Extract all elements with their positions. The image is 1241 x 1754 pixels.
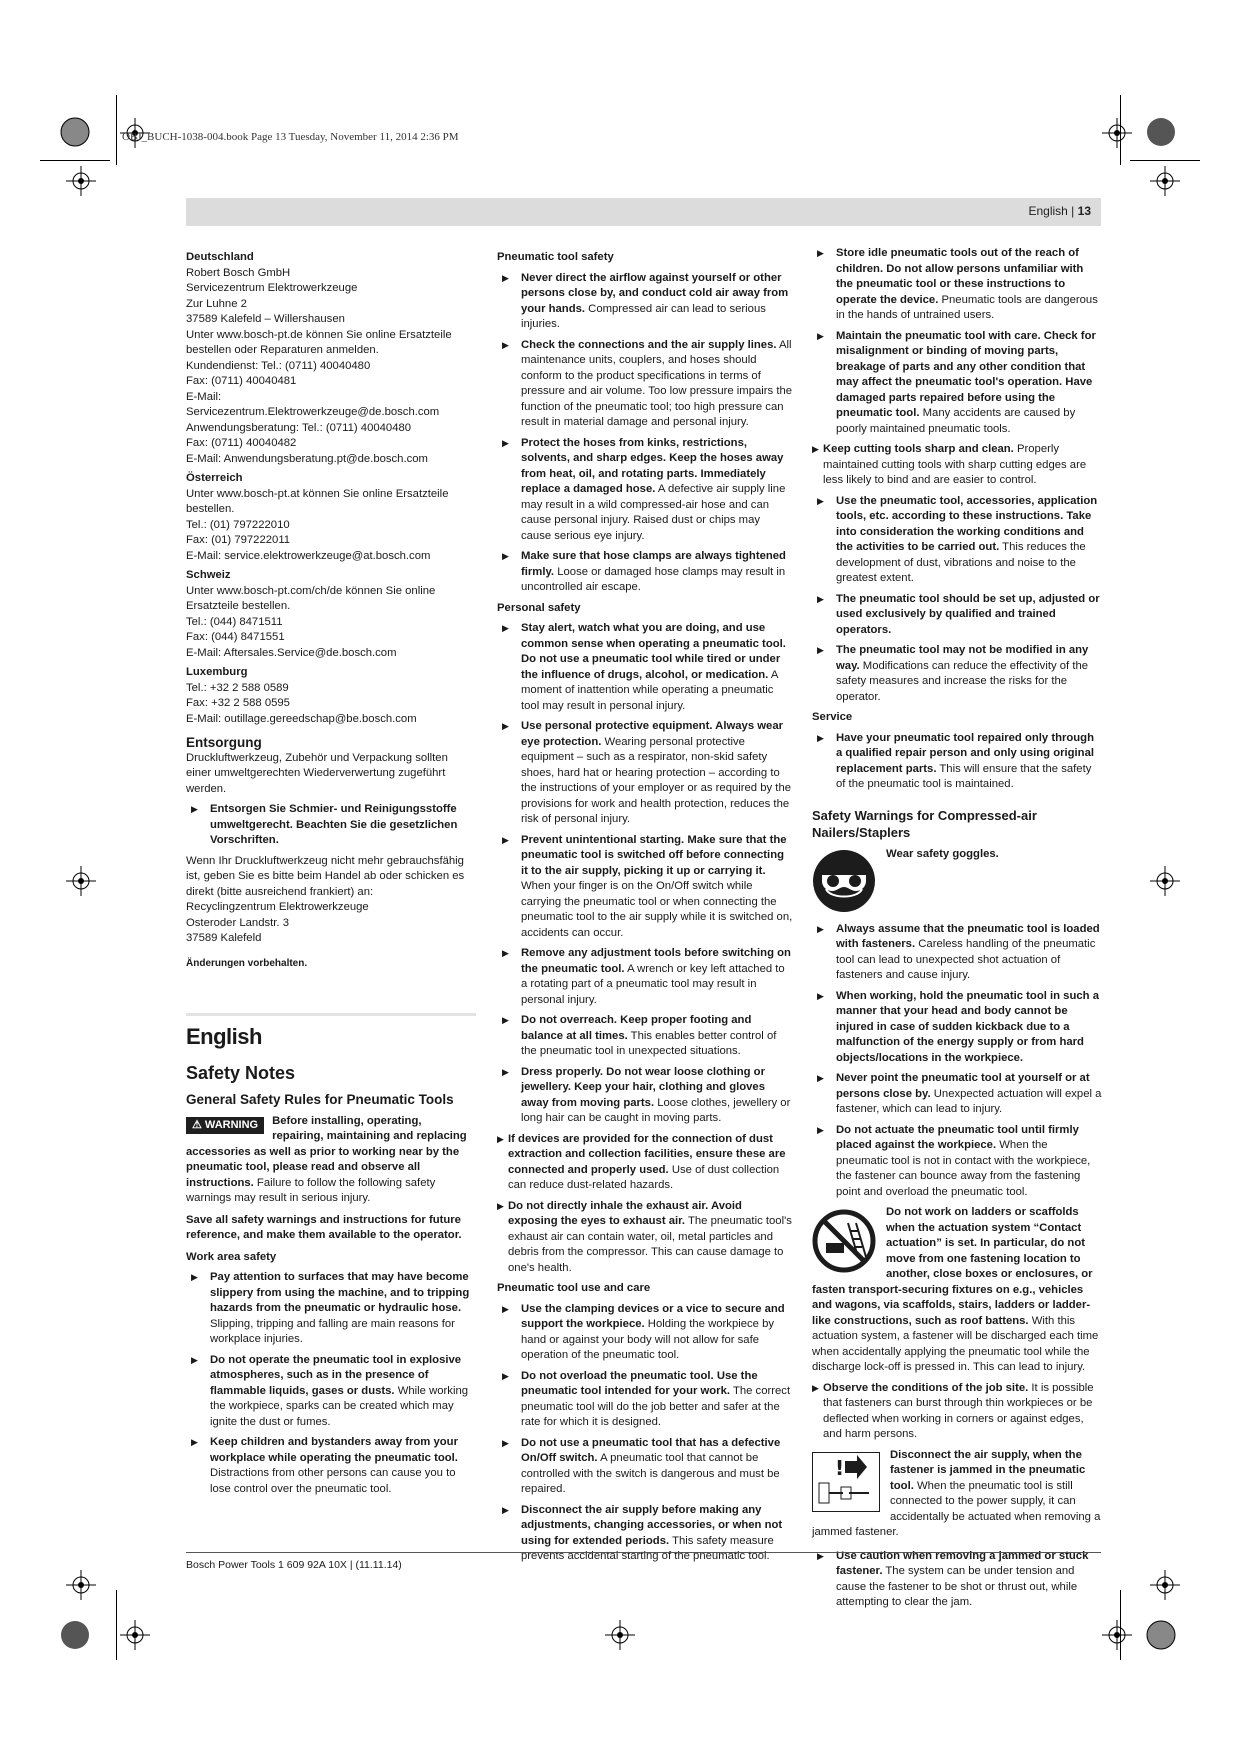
arrow-bullet-icon: ▶ xyxy=(502,1303,509,1314)
crop-line xyxy=(116,95,117,165)
file-meta-line: OBJ_BUCH-1038-004.book Page 13 Tuesday, November 11, 2014 2:36 PM xyxy=(122,131,459,143)
arrow-bullet-icon: ▶ xyxy=(191,1354,198,1365)
page-number: 13 xyxy=(1077,204,1091,218)
warning-badge: ⚠ WARNING xyxy=(186,1117,264,1135)
bullet-item: ▶ The pneumatic tool should be set up, adjusted or used exclusively by qualified and trained operators. xyxy=(817,592,1100,636)
arrow-bullet-icon: ▶ xyxy=(817,923,824,934)
arrow-bullet-icon: ▶ xyxy=(812,1382,819,1393)
bullet-item: ▶ Keep cutting tools sharp and clean. Properly maintained cutting tools with sharp cutting edges are less likely to bind and are easier to control. xyxy=(812,443,1087,486)
arrow-bullet-icon: ▶ xyxy=(502,1370,509,1381)
crosshair-mark-bottom-center xyxy=(605,1620,635,1655)
column-2 xyxy=(497,246,793,1570)
bullet-item: ▶ Do not directly inhale the exhaust air. Avoid exposing the eyes to exhaust air. The pneumatic tool's exhaust air can contain water, oil, metal particles and debris from the compressor. This can cause damage to one's health. xyxy=(497,1199,792,1274)
bullet-item: ▶ Never point the pneumatic tool at yourself or at persons close by. Unexpected actuation will expel a fastener, which can lead to injury. xyxy=(817,1072,1102,1115)
contact-block: Robert Bosch GmbH Servicezentrum Elektrowerkzeuge Zur Luhne 2 37589 Kalefeld – Willershausen Unter www.bosch-pt.de können Sie online Ersatzteile bestellen oder Reparaturen anmelden. Kundendienst: Tel.: (0711) 40040480 Fax: (0711) 40040481 E-Mail: Servicezentrum.Elektrowerkzeuge@de.bosch.com Anwendungsberatung: Tel.: (0711) 40040480 Fax: (0711) 40040482 E-Mail: Anwendungsberatung.pt@de.bosch.com xyxy=(186,266,452,465)
svg-text:!: ! xyxy=(835,1455,845,1480)
arrow-bullet-icon: ▶ xyxy=(502,1066,509,1077)
section-heading: Pneumatic tool safety xyxy=(497,251,614,263)
bullet-item: ▶ Use the pneumatic tool, accessories, application tools, etc. according to these instructions. Take into consideration the working conditions and the activities to be carried out. This reduces the development of dust, vibrations and noise to the greatest extent. xyxy=(817,494,1098,584)
section-heading: Entsorgung xyxy=(186,735,262,750)
crosshair-mark-right-lower xyxy=(1150,1570,1180,1605)
bullet-item: ▶ Entsorgen Sie Schmier- und Reinigungsstoffe umweltgerecht. Beachten Sie die gesetzlichen Vorschriften. xyxy=(191,803,458,846)
arrow-bullet-icon: ▶ xyxy=(502,551,509,561)
arrow-bullet-icon: ▶ xyxy=(817,990,824,1001)
bullet-item: ▶ Have your pneumatic tool repaired only through a qualified repair person and only using original replacement parts. This will ensure that the safety of the pneumatic tool is maintained. xyxy=(817,731,1094,790)
arrow-bullet-icon: ▶ xyxy=(497,1133,504,1144)
arrow-bullet-icon: ▶ xyxy=(817,593,824,604)
crop-line xyxy=(1120,1590,1121,1660)
warning-paragraph: ⚠ WARNING Before installing, operating, repairing, maintaining and replacing accessories as well as prior to working near by the pneumatic tool, please read and observe all instructions. Failure to follow the following safety warnings may result in serious injury. xyxy=(186,1114,467,1204)
arrow-bullet-icon: ▶ xyxy=(497,1200,504,1211)
arrow-bullet-icon: ▶ xyxy=(502,623,509,633)
registration-mark-bottom-right xyxy=(1146,1620,1176,1655)
language-title: English xyxy=(186,1024,262,1049)
arrow-bullet-icon: ▶ xyxy=(502,948,509,958)
bullet-item: ▶ Do not actuate the pneumatic tool until firmly placed against the workpiece. When the pneumatic tool is not in contact with the workpiece, the fastener can bounce away from the fastening point and overload the pneumatic tool. xyxy=(817,1123,1091,1198)
section-heading: Luxemburg xyxy=(186,666,248,678)
crosshair-mark-left-middle xyxy=(66,866,96,901)
bullet-item: ▶ Do not overload the pneumatic tool. Use the pneumatic tool intended for your work. The correct pneumatic tool will do the job better and safer at the rate for which it is designed. xyxy=(502,1369,791,1428)
arrow-bullet-icon: ▶ xyxy=(502,1437,509,1448)
disconnect-warning: ! Disconnect the air supply, when the fastener is jammed in the pneumatic tool. When the pneumatic tool is still connected to the power supply, it can accidentally be actuated when removing a jammed fastener. xyxy=(812,1448,1101,1538)
arrow-bullet-icon: ▶ xyxy=(817,1550,824,1561)
bullet-item: ▶ When working, hold the pneumatic tool in such a manner that your head and body cannot be injured in case of sudden kickback due to a malfunction of the energy supply or from hard objects/locations in the workpiece. xyxy=(817,989,1099,1064)
bullet-item: ▶ Check the connections and the air supply lines. All maintenance units, couplers, and hoses should conform to the product specifications in terms of pressure and air volume. Too low pressure impairs the function of the pneumatic tool; too high pressure can result in material damage and personal injury. xyxy=(502,338,793,428)
bullet-item: ▶ Use personal protective equipment. Always wear eye protection. Wearing personal protective equipment – such as a respirator, non-skid safety shoes, hard hat or hearing protection – according to the instructions of your employer or as required by the provisions for work and health protection, reduces the risk of personal injury. xyxy=(502,720,792,825)
arrow-bullet-icon: ▶ xyxy=(502,339,509,350)
bullet-item: ▶ Dress properly. Do not wear loose clothing or jewellery. Keep your hair, clothing and gloves away from moving parts. Loose clothes, jewellery or long hair can be caught in moving parts. xyxy=(502,1065,791,1124)
bullet-item: ▶ Prevent unintentional starting. Make sure that the pneumatic tool is switched off before connecting it to the air supply, picking it up or carrying it. When your finger is on the On/Off switch while carrying the pneumatic tool or when connecting the pneumatic tool to the air supply while it is switched on, accidents can occur. xyxy=(502,833,793,939)
crosshair-mark-bottom-right xyxy=(1102,1620,1132,1655)
crosshair-mark-right-upper xyxy=(1150,166,1180,201)
crop-line xyxy=(1130,160,1200,161)
arrow-bullet-icon: ▶ xyxy=(502,1504,509,1515)
bullet-item: ▶ Do not overreach. Keep proper footing and balance at all times. This enables better control of the pneumatic tool in unexpected situations. xyxy=(502,1014,777,1057)
registration-mark-top-right xyxy=(1146,117,1176,152)
bullet-item: ▶ Pay attention to surfaces that may have become slippery from using the machine, and to tripping hazards from the pneumatic or hydraulic hose. Slipping, tripping and falling are main reasons for workplace injuries. xyxy=(191,1271,470,1345)
arrow-bullet-icon: ▶ xyxy=(817,495,824,506)
registration-mark-top-left xyxy=(60,117,90,152)
small-note: Änderungen vorbehalten. xyxy=(186,957,308,969)
no-ladder-icon xyxy=(812,1209,876,1273)
bullet-item: ▶ Use the clamping devices or a vice to secure and support the workpiece. Holding the workpiece by hand or against your body will not allow for safe operation of the pneumatic tool. xyxy=(502,1302,785,1361)
goggles-notice xyxy=(812,845,1102,917)
crosshair-mark-top-right xyxy=(1102,118,1132,153)
section-heading: Deutschland xyxy=(186,251,254,263)
bullet-item: ▶ Make sure that hose clamps are always tightened firmly. Loose or damaged hose clamps may result in uncontrolled air escape. xyxy=(502,550,786,593)
crop-line xyxy=(1120,95,1121,165)
bullet-item: ▶ Always assume that the pneumatic tool is loaded with fasteners. Careless handling of the pneumatic tool can lead to unexpected shot actuation of fasteners and cause injury. xyxy=(817,922,1100,981)
header-language: English xyxy=(1028,204,1068,218)
crosshair-mark-left-lower xyxy=(66,1570,96,1605)
section-heading: Work area safety xyxy=(186,1250,277,1263)
column-1 xyxy=(186,246,476,1502)
paragraph: Save all safety warnings and instructions for future reference, and make them available to the operator. xyxy=(186,1213,462,1241)
bullet-item: ▶ Maintain the pneumatic tool with care. Check for misalignment or binding of moving parts, breakage of parts and any other condition that may affect the pneumatic tool's operation. Have damaged parts repaired before using the pneumatic tool. Many accidents are caused by poorly maintained pneumatic tools. xyxy=(817,329,1096,435)
subsection-title: Safety Warnings for Compressed-air Nailers/Staplers xyxy=(812,807,1037,840)
disconnect-air-supply-icon xyxy=(812,1452,880,1512)
bullet-item: ▶ Disconnect the air supply before making any adjustments, changing accessories, or when not using for extended periods. This safety measure prevents accidental starting of the pneumatic tool. xyxy=(502,1503,783,1562)
arrow-bullet-icon: ▶ xyxy=(817,248,824,258)
bullet-item: ▶ Observe the conditions of the job site. It is possible that fasteners can burst through thin workpieces or be deflected when working in corners or against edges, and harm persons. xyxy=(812,1381,1094,1440)
arrow-bullet-icon: ▶ xyxy=(502,834,509,845)
arrow-bullet-icon: ▶ xyxy=(502,721,509,731)
divider xyxy=(186,1013,476,1016)
section-heading: Personal safety xyxy=(497,601,581,614)
bullet-item: ▶ Use caution when removing a jammed or stuck fastener. The system can be under tension and cause the fastener to be shot or thrust out, while attempting to clear the jam. xyxy=(817,1549,1089,1608)
arrow-bullet-icon: ▶ xyxy=(502,1015,509,1025)
arrow-bullet-icon: ▶ xyxy=(817,330,824,341)
arrow-bullet-icon: ▶ xyxy=(191,1437,198,1447)
arrow-bullet-icon: ▶ xyxy=(502,437,509,448)
bullet-item: ▶ Protect the hoses from kinks, restrictions, solvents, and sharp edges. Keep the hoses away from heat, oil, and rotating parts. Immediately replace a damaged hose. A defective air supply line may result in a wild compressed-air hose and can cause personal injury. Raised dust or chips may cause serious eye injury. xyxy=(502,436,786,542)
paragraph: Druckluftwerkzeug, Zubehör und Verpackung sollten einer umweltgerechten Wiederverwertung zugeführt werden. xyxy=(186,751,448,795)
arrow-bullet-icon: ▶ xyxy=(817,732,824,743)
arrow-bullet-icon: ▶ xyxy=(817,1073,824,1083)
crosshair-mark-left-upper xyxy=(66,166,96,201)
crop-line xyxy=(40,160,110,161)
subsection-title: General Safety Rules for Pneumatic Tools xyxy=(186,1092,454,1107)
arrow-bullet-icon: ▶ xyxy=(817,645,824,655)
column-3 xyxy=(812,246,1102,1616)
arrow-bullet-icon: ▶ xyxy=(812,444,819,454)
section-title: Safety Notes xyxy=(186,1063,296,1083)
page-header: English | 13 xyxy=(1028,204,1091,218)
section-heading: Schweiz xyxy=(186,569,231,581)
arrow-bullet-icon: ▶ xyxy=(817,1124,824,1135)
crosshair-mark-right-middle xyxy=(1150,866,1180,901)
bullet-item: ▶ The pneumatic tool may not be modified in any way. Modifications can reduce the effectivity of the safety measures and increase the risks for the operator. xyxy=(817,644,1089,703)
bullet-item: ▶ Keep children and bystanders away from your workplace while operating the pneumatic tool. Distractions from other persons can cause you to lose control over the pneumatic tool. xyxy=(191,1436,458,1495)
paragraph: Wenn Ihr Druckluftwerkzeug nicht mehr gebrauchsfähig ist, geben Sie es bitte beim Handel ab oder schicken es direkt (bitte ausreichend frankiert) an: Recyclingzentrum Elektrowerkzeuge Osteroder Landstr. 3 37589 Kalefeld xyxy=(186,854,465,944)
arrow-bullet-icon: ▶ xyxy=(191,804,198,814)
bullet-item: ▶ Never direct the airflow against yourself or other persons close by, and conduct cold air away from your hands. Compressed air can lead to serious injuries. xyxy=(502,271,789,330)
bullet-item: ▶ Do not operate the pneumatic tool in explosive atmospheres, such as in the presence of flammable liquids, gases or dusts. While working the workpiece, sparks can be created which may ignite the dust or fumes. xyxy=(191,1353,469,1428)
bullet-item: ▶ Store idle pneumatic tools out of the reach of children. Do not allow persons unfamiliar with the pneumatic tool or these instructions to operate the device. Pneumatic tools are dangerous in the hands of untrained users. xyxy=(817,247,1098,321)
contact-block: Unter www.bosch-pt.at können Sie online Ersatzteile bestellen. Tel.: (01) 797222010 Fax: (01) 797222011 E-Mail: service.elektrowerkzeuge@at.bosch.com xyxy=(186,487,449,562)
bullet-item: ▶ Do not use a pneumatic tool that has a defective On/Off switch. A pneumatic tool that cannot be controlled with the switch is dangerous and must be repaired. xyxy=(502,1436,781,1495)
goggles-label: Wear safety goggles. xyxy=(886,847,999,860)
registration-mark-bottom-left xyxy=(60,1620,90,1655)
page-footer: Bosch Power Tools 1 609 92A 10X | (11.11.14) xyxy=(186,1552,1101,1571)
contact-block: Tel.: +32 2 588 0589 Fax: +32 2 588 0595 E-Mail: outillage.gereedschap@be.bosch.com xyxy=(186,681,417,725)
safety-goggles-icon xyxy=(812,849,876,913)
arrow-bullet-icon: ▶ xyxy=(502,272,509,283)
bullet-item: ▶ Remove any adjustment tools before switching on the pneumatic tool. A wrench or key left attached to a rotating part of a pneumatic tool may result in personal injury. xyxy=(502,947,791,1006)
bullet-item: ▶ If devices are provided for the connection of dust extraction and collection facilities, ensure these are connected and properly used. Use of dust collection can reduce dust-related hazards. xyxy=(497,1132,786,1191)
crop-line xyxy=(116,1590,117,1660)
section-heading: Pneumatic tool use and care xyxy=(497,1282,651,1294)
page-header-bar xyxy=(186,198,1101,226)
arrow-bullet-icon: ▶ xyxy=(191,1272,198,1282)
section-heading: Service xyxy=(812,711,853,723)
ladder-warning: Do not work on ladders or scaffolds when the actuation system “Contact actuation” is set. In particular, do not move from one fastening location to another, close boxes or enclosures, or fasten transport-securing fixtures on e.g., vehicles and wagons, via scaffolds, stairs, ladders or ladder-like constructions, such as roof battens. With this actuation system, a fastener will be discharged each time when accidentally applying the pneumatic tool while the discharge lock-off is pressed in. This can lead to injury. xyxy=(812,1206,1099,1373)
bullet-item: ▶ Stay alert, watch what you are doing, and use common sense when operating a pneumatic tool. Do not use a pneumatic tool while tired or under the influence of drugs, alcohol, or medication. A moment of inattention while operating a pneumatic tool may result in personal injury. xyxy=(502,622,786,712)
crosshair-mark-bottom-left xyxy=(120,1620,150,1655)
section-heading: Österreich xyxy=(186,472,243,484)
contact-block: Unter www.bosch-pt.com/ch/de können Sie online Ersatzteile bestellen. Tel.: (044) 8471511 Fax: (044) 8471551 E-Mail: Aftersales.Service@de.bosch.com xyxy=(186,584,436,659)
